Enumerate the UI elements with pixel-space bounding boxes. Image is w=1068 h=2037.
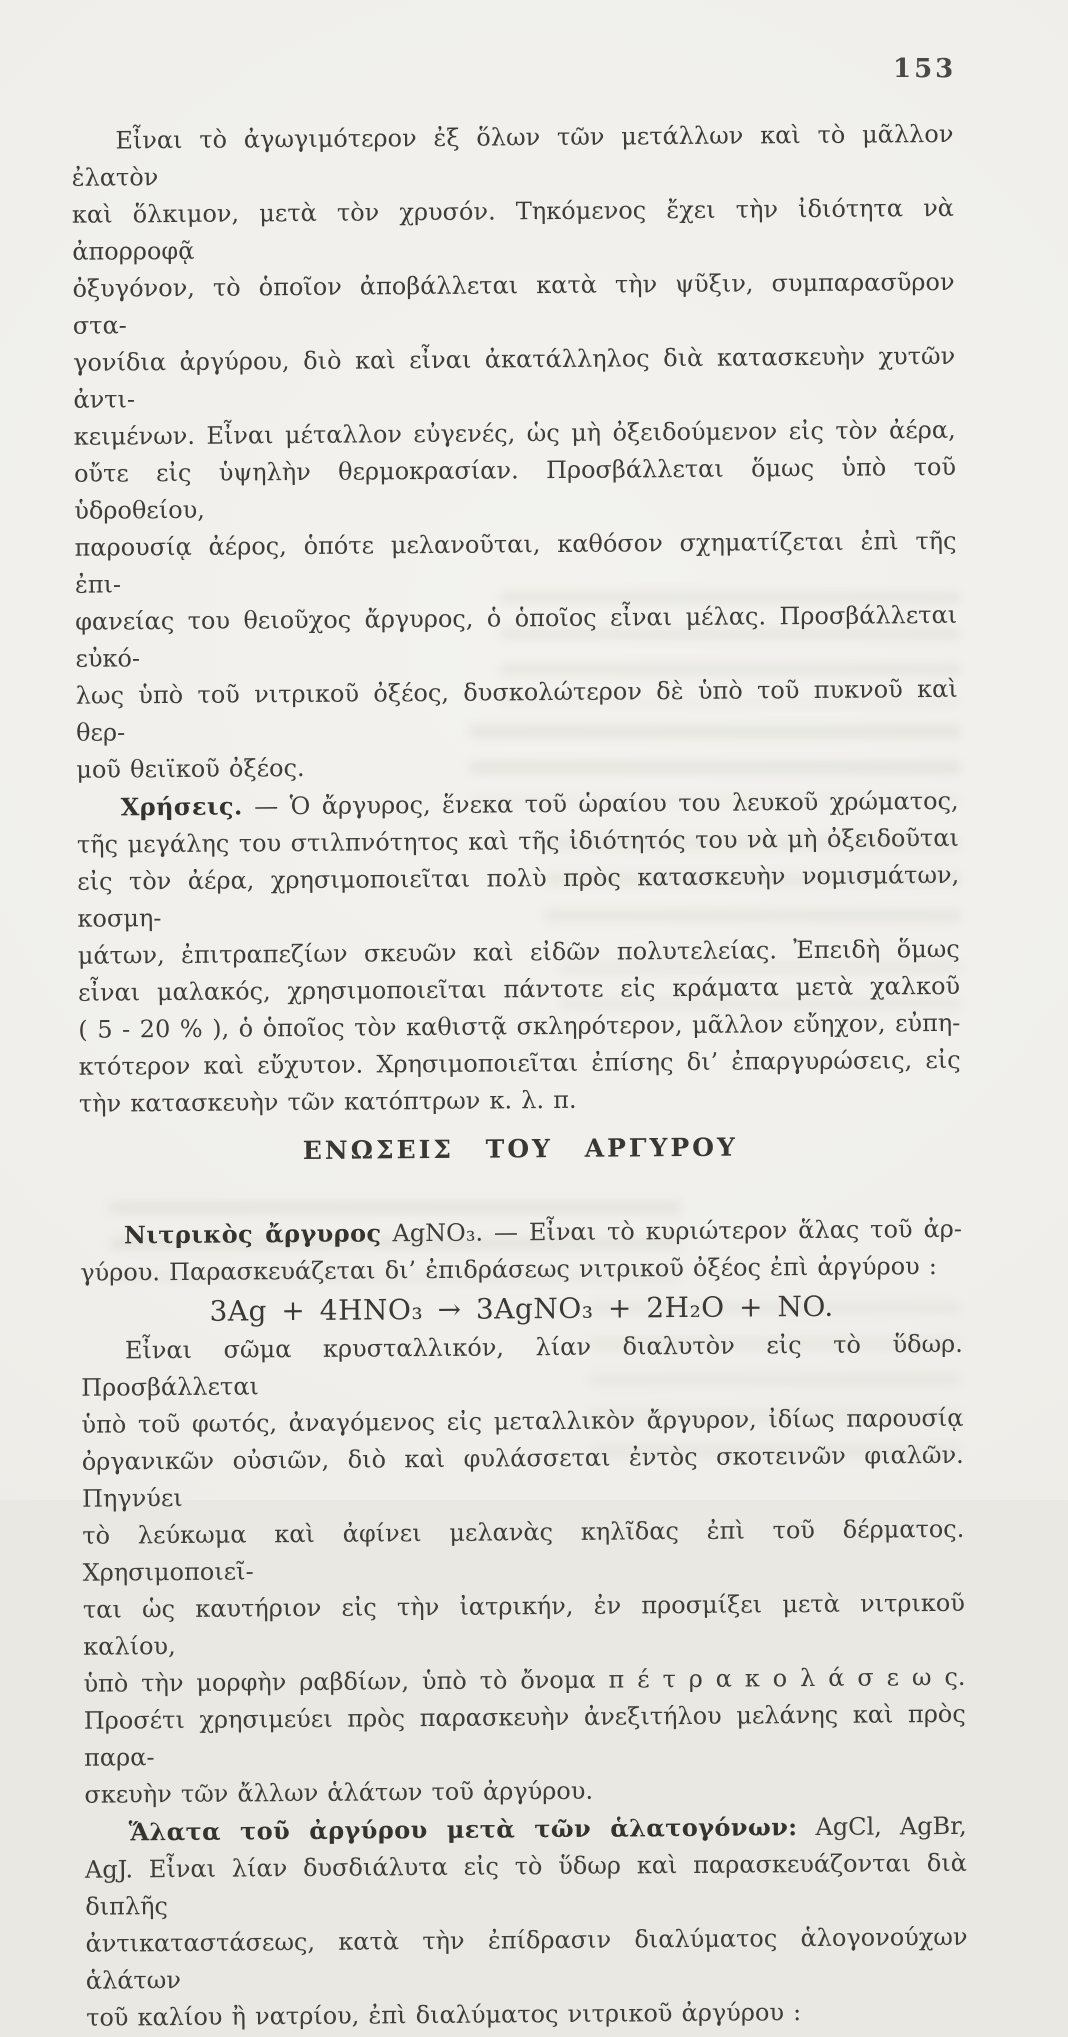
text-line: Εἶναι σῶμα κρυσταλλικόν, λίαν διαλυτὸν εἰς τὸ ὕδωρ. Προσβάλλεται [81, 1329, 963, 1402]
lead-bold-text: Νιτρικὸς ἄργυρος [123, 1218, 382, 1250]
text-line: εἶναι μαλακός, χρησιμοποιεῖται πάντοτε εἰς κράματα μετὰ χαλκοῦ [77, 971, 961, 1007]
lead-bold-text: Χρήσεις. [120, 791, 243, 822]
text-line: μάτων, ἐπιτραπεζίων σκευῶν καὶ εἰδῶν πολυτελείας. Ἐπειδὴ ὅμως [77, 934, 960, 970]
text-line: γονίδια ἀργύρου, διὸ καὶ εἶναι ἀκατάλληλος διὰ κατασκευὴν χυτῶν ἀντι- [73, 341, 956, 414]
text-line: ὑπὸ τὴν μορφὴν ραβδίων, ὑπὸ τὸ ὄνομα π έ τ ρ α κ ο λ ά σ ε ω ς. [83, 1662, 966, 1698]
text-line: τοῦ καλίου ἢ νατρίου, ἐπὶ διαλύματος νιτρικοῦ ἀργύρου : [86, 1998, 802, 2032]
paragraph-silver-nitrate-properties [81, 1326, 967, 1814]
text-line: γύρου. Παρασκευάζεται δι’ ἐπιδράσεως νιτρικοῦ ὀξέος ἐπὶ ἀργύρου : [80, 1252, 938, 1287]
text-line: Προσέτι χρησιμεύει πρὸς παρασκευὴν ἀνεξιτήλου μελάνης καὶ πρὸς παρα- [83, 1699, 966, 1772]
text-line: ὀξυγόνον, τὸ ὁποῖον ἀποβάλλεται κατὰ τὴν ψῦξιν, συμπαρασῦρον στα- [72, 267, 955, 340]
paragraph-physical-properties [71, 116, 958, 789]
text-line: τὸ λεύκωμα καὶ ἀφίνει μελανὰς κηλῖδας ἐπὶ τοῦ δέρματος. Χρησιμοποιεῖ- [82, 1514, 965, 1587]
text-line: μοῦ θειϊκοῦ ὀξέος. [76, 753, 305, 784]
section-heading-silver-compounds: ΕΝΩΣΕΙΣ ΤΟΥ ΑΡΓΥΡΟΥ [302, 1132, 738, 1166]
page-text-block [71, 116, 968, 2037]
paragraph-silver-nitrate-intro [80, 1210, 963, 1292]
text-line: εἰς τὸν ἀέρα, χρησιμοποιεῖται πολὺ πρὸς κατασκευὴν νομισμάτων, κοσμη- [77, 860, 960, 933]
text-line: τὴν κατασκευὴν τῶν κατόπτρων κ. λ. π. [78, 1085, 577, 1118]
text-line: Χρήσεις. — Ὁ ἄργυρος, ἕνεκα τοῦ ὡραίου του λευκοῦ χρώματος, [120, 786, 959, 822]
text-line: σκευὴν τῶν ἄλλων ἁλάτων τοῦ ἀργύρου. [84, 1776, 594, 1809]
text-line: Ἅλατα τοῦ ἀργύρου μετὰ τῶν ἁλατογόνων: AgCl, AgBr, [128, 1811, 967, 1847]
text-line: ἀντικαταστάσεως, κατὰ τὴν ἐπίδρασιν διαλύματος ἁλογονούχων ἁλάτων [85, 1922, 968, 1995]
lead-bold-text: Ἅλατα τοῦ ἀργύρου μετὰ τῶν ἁλατογόνων: [128, 1812, 798, 1847]
text-line: AgJ. Εἶναι λίαν δυσδιάλυτα εἰς τὸ ὕδωρ καὶ παρασκευάζονται διὰ διπλῆς [84, 1848, 968, 1921]
text-line: λως ὑπὸ τοῦ νιτρικοῦ ὀξέος, δυσκολώτερον δὲ ὑπὸ τοῦ πυκνοῦ καὶ θερ- [75, 674, 958, 747]
text-line: καὶ ὅλκιμον, μετὰ τὸν χρυσόν. Τηκόμενος ἔχει τὴν ἰδιότητα νὰ ἀπορροφᾷ [71, 193, 955, 266]
text-line: παρουσίᾳ ἀέρος, ὁπότε μελανοῦται, καθόσον σχηματίζεται ἐπὶ τῆς ἐπι- [74, 526, 957, 599]
text-line: κειμένων. Εἶναι μέταλλον εὐγενές, ὡς μὴ ὀξειδούμενον εἰς τὸν ἀέρα, [73, 415, 956, 451]
text-line: Εἶναι τὸ ἀγωγιμότερον ἐξ ὅλων τῶν μετάλλων καὶ τὸ μᾶλλον ἐλατὸν [71, 119, 954, 192]
text-line: οὔτε εἰς ὑψηλὴν θερμοκρασίαν. Προσβάλλεται ὅμως ὑπὸ τοῦ ὑδροθείου, [73, 452, 957, 525]
text-line: φανείας του θειοῦχος ἄργυρος, ὁ ὁποῖος εἶναι μέλας. Προσβάλλεται εὐκό- [75, 600, 958, 673]
text-line: ( 5 - 20 % ), ὁ ὁποῖος τὸν καθιστᾷ σκληρότερον, μᾶλλον εὔηχον, εὐπη- [78, 1008, 961, 1044]
text-line: ται ὡς καυτήριον εἰς τὴν ἰατρικήν, ἐν προσμίξει μετὰ νιτρικοῦ καλίου, [82, 1588, 966, 1661]
paragraph-uses [76, 782, 961, 1123]
text-line: Νιτρικὸς ἄργυρος AgNO₃. — Εἶναι τὸ κυριώτερον ἅλας τοῦ ἀρ- [123, 1214, 963, 1250]
text-line: τῆς μεγάλης του στιλπνότητος καὶ τῆς ἰδιότητός του νὰ μὴ ὀξειδοῦται [76, 823, 959, 859]
text-line: ὑπὸ τοῦ φωτός, ἀναγόμενος εἰς μεταλλικὸν ἄργυρον, ἰδίως παρουσίᾳ [81, 1403, 964, 1439]
text-line: κτότερον καὶ εὔχυτον. Χρησιμοποιεῖται ἐπίσης δι’ ἐπαργυρώσεις, εἰς [78, 1045, 961, 1081]
paragraph-silver-halides [85, 1807, 969, 2037]
chemical-equation-silver-nitrate: 3Ag + 4HNO₃ → 3AgNO₃ + 2H₂O + NO. [209, 1289, 834, 1328]
page-number: 153 [893, 54, 957, 84]
text-line: ὀργανικῶν οὐσιῶν, διὸ καὶ φυλάσσεται ἐντὸς σκοτεινῶν φιαλῶν. Πηγνύει [81, 1440, 964, 1513]
